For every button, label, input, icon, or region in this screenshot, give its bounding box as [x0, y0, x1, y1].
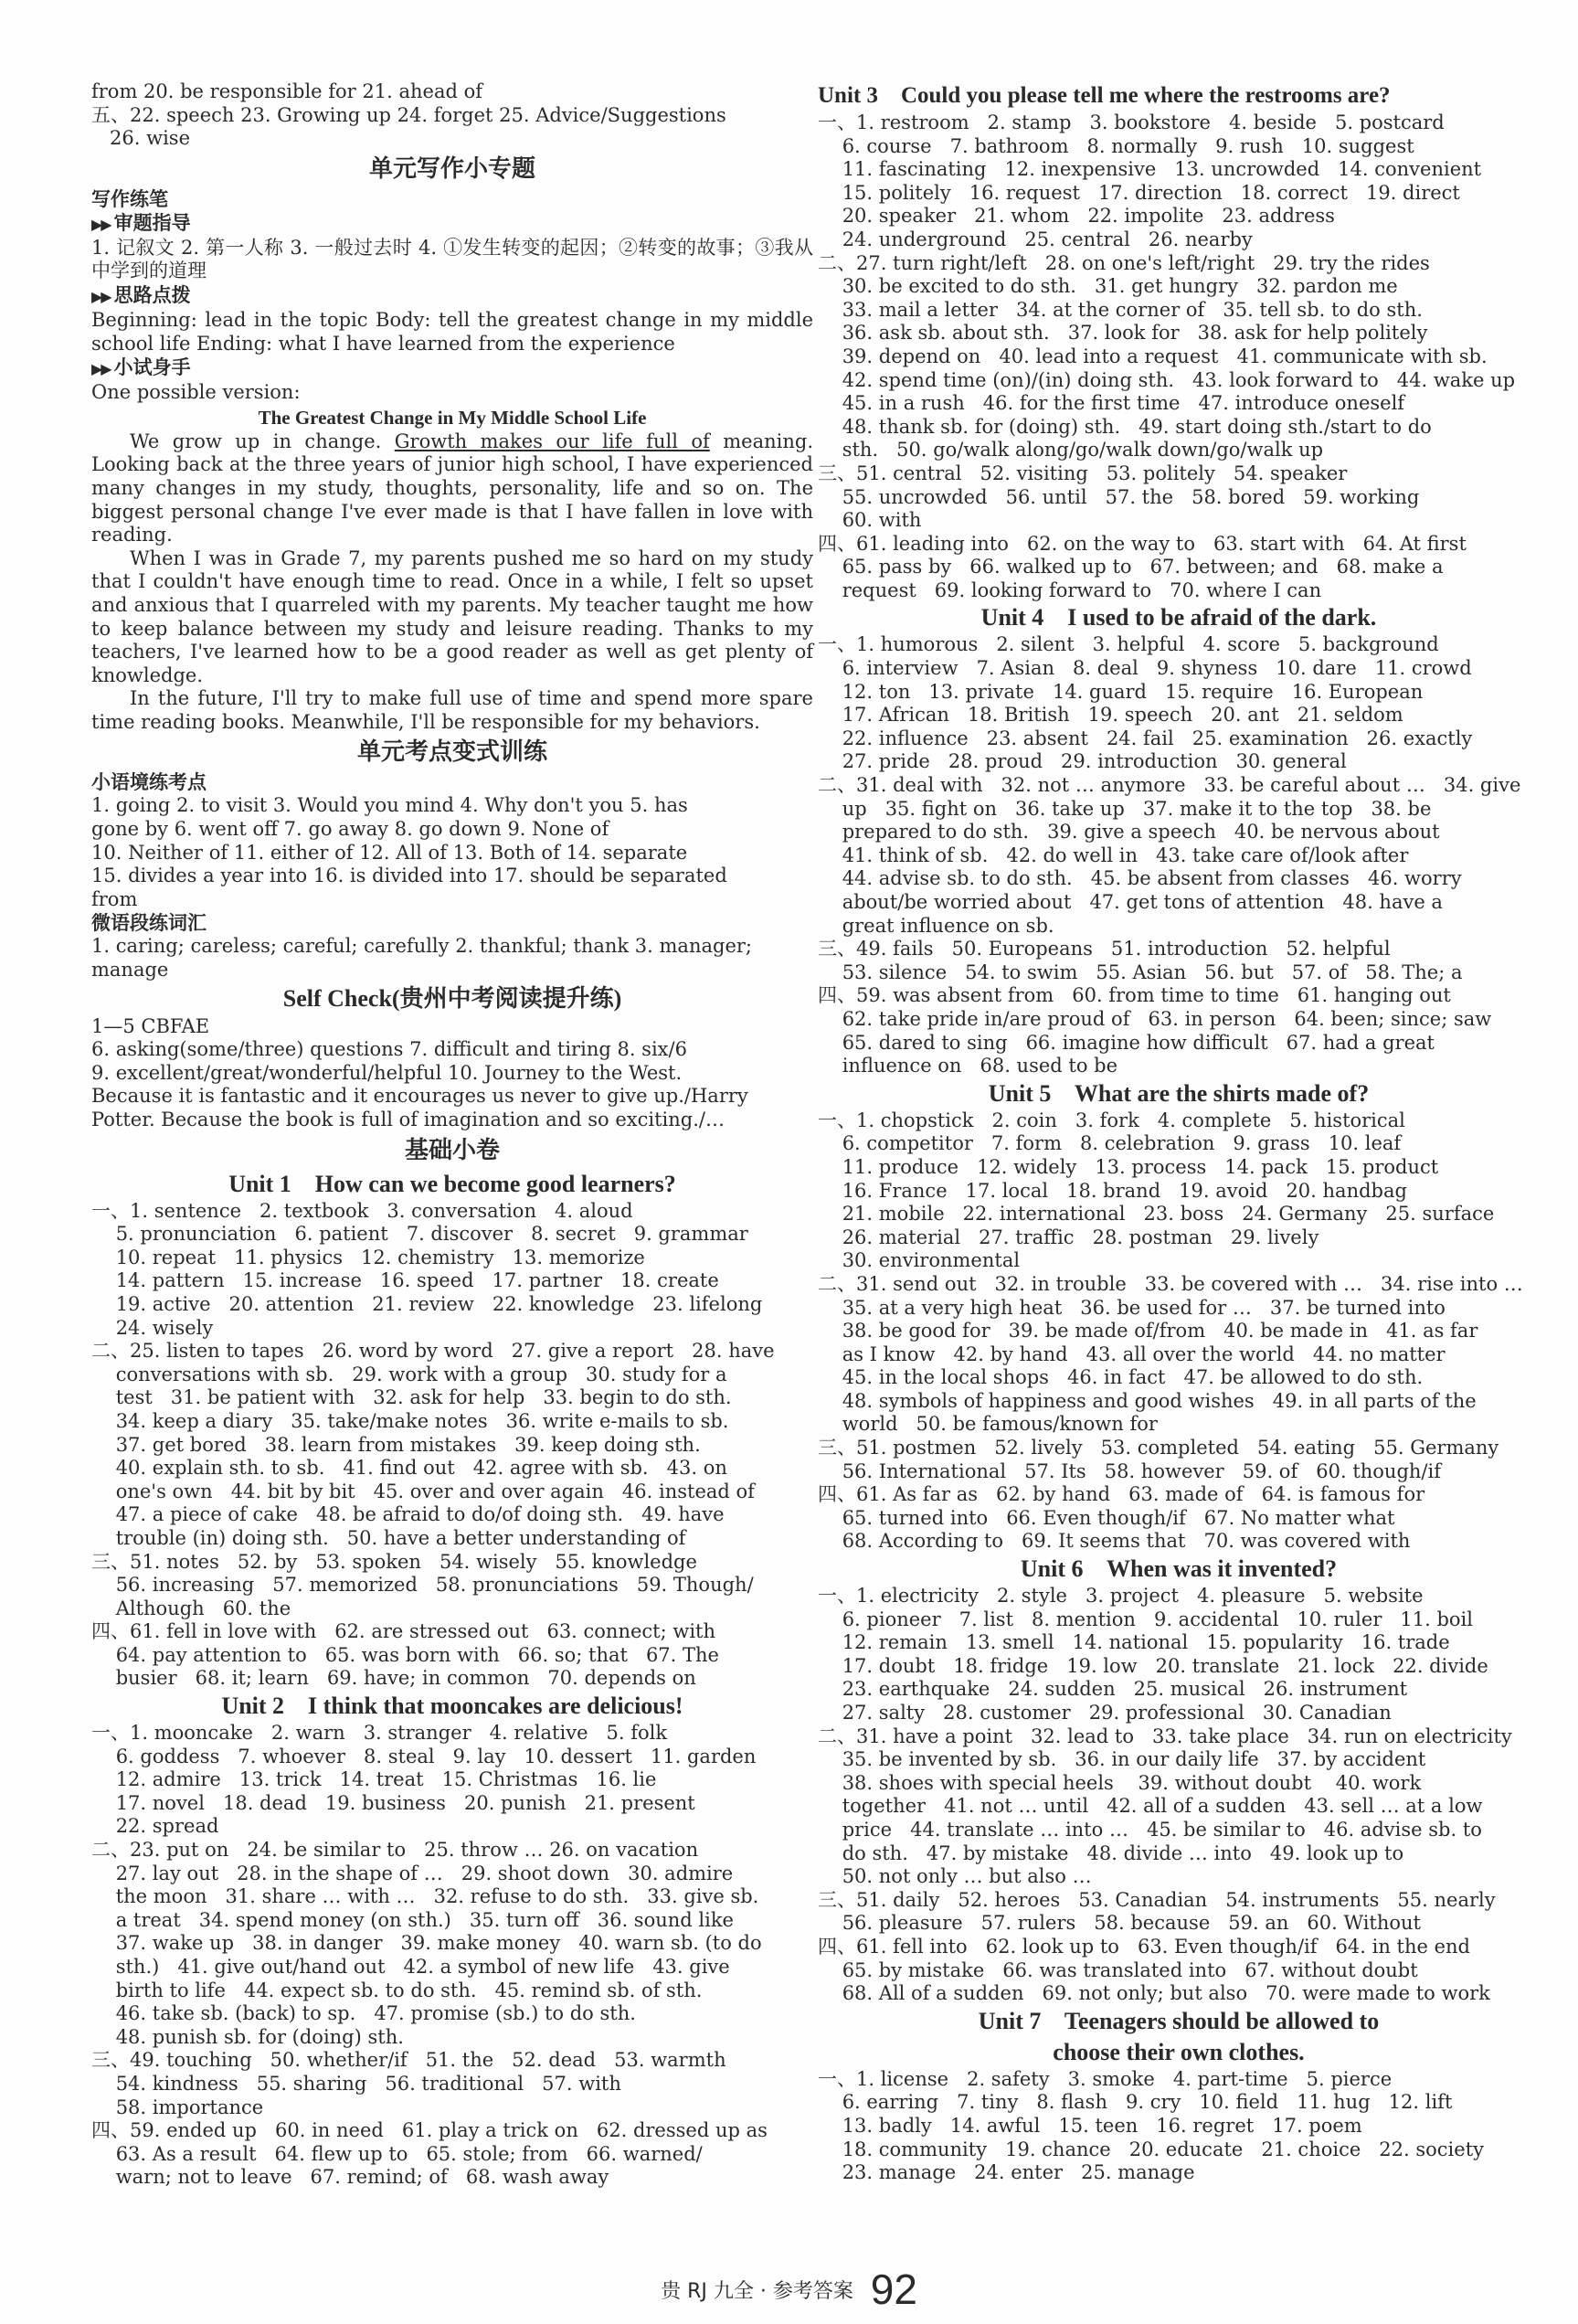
unit6-answers [818, 1585, 1540, 2006]
answer-line: Because it is fantastic and it encourages us never to give up./Harry [91, 1085, 748, 1108]
answer-line: 一、1. humorous 2. silent 3. helpful 4. score 5. background [818, 633, 1439, 656]
answer-line: 22. spread [91, 1815, 219, 1838]
answer-line: manage [91, 959, 169, 982]
answer-line: 56. International 57. Its 58. however 59. of 60. though/if [818, 1459, 1441, 1482]
answer-line: 1. caring; careless; careful; carefully 2. thankful; thank 3. manager; [91, 935, 752, 958]
unit-title: Unit 3 Could you please tell me where the restrooms are? [818, 83, 1391, 108]
unit2-answers [91, 1722, 813, 2190]
answer-line: 二、25. listen to tapes 26. word by word 27. give a report 28. have [91, 1340, 775, 1363]
variant-answers-1 [91, 794, 813, 911]
answer-line: 40. explain sth. to sb. 41. find out 42. agree with sb. 43. on [91, 1457, 727, 1480]
essay-title: The Greatest Change in My Middle School Life [258, 406, 647, 429]
answer-line: 63. As a result 64. flew up to 65. stole; from 66. warned/ [91, 2142, 703, 2165]
essay-paragraph: When I was in Grade 7, my parents pushed me so hard on my study that I couldn't have enough time to read. Once in a while, I felt so upset and anxious that I quarreled with my parents. My teacher taught me how to keep balance between my study and leisure reading. Thanks to my teachers, I've learned how to be a good reader as well as get plenty of knowledge. [91, 547, 813, 686]
answer-line: 26. wise [91, 127, 190, 150]
answer-line: Potter. Because the book is full of imagination and so exciting./… [91, 1109, 725, 1130]
review-text: 1. 记叙文 2. 第一人称 3. 一般过去时 4. ①发生转变的起因；②转变的故事；③我从中学到的道理 [91, 236, 813, 282]
unit5-answers [818, 1109, 1540, 1554]
double-triangle-icon: ▶▶ [91, 360, 111, 378]
answer-line: from 20. be responsible for 21. ahead of [91, 80, 482, 102]
unit1-answers [91, 1200, 813, 1691]
answer-line: 三、49. touching 50. whether/if 51. the 52. dead 53. warmth [91, 2049, 726, 2072]
answer-line: 27. lay out 28. in the shape of … 29. shoot down 30. admire [91, 1862, 734, 1884]
answer-line: 17. doubt 18. fridge 19. low 20. translate 21. lock 22. divide [818, 1654, 1488, 1677]
answer-line: 50. not only … but also … [818, 1865, 1092, 1888]
unit7-answers [818, 2068, 1540, 2185]
answer-line: do sth. 47. by mistake 48. divide … into 49. look up to [818, 1841, 1404, 1864]
writing-section-title: 单元写作小专题 [368, 154, 535, 183]
answer-line: 33. mail a letter 34. at the corner of 35. tell sb. to do sth. [818, 298, 1423, 321]
answer-line: 22. influence 23. absent 24. fail 25. examination 26. exactly [818, 727, 1473, 749]
answer-line: 二、31. have a point 32. lead to 33. take place 34. run on electricity [818, 1724, 1512, 1747]
answer-line: the moon 31. share … with … 32. refuse to do sth. 33. give sb. [91, 1885, 759, 1908]
answer-line: 42. spend time (on)/(in) doing sth. 43. look forward to 44. wake up [818, 368, 1516, 391]
answer-line: 37. wake up 38. in danger 39. make money 40. warn sb. (to do [91, 1932, 762, 1955]
answer-line: from [91, 887, 138, 910]
answer-line: 二、27. turn right/left 28. on one's left/right 29. try the rides [818, 251, 1430, 274]
answer-line: 一、1. restroom 2. stamp 3. bookstore 4. beside 5. postcard [818, 111, 1445, 133]
answer-line: 39. depend on 40. lead into a request 41. communicate with sb. [818, 345, 1488, 367]
answer-line: prepared to do sth. 39. give a speech 40. be nervous about [818, 821, 1440, 844]
answer-line: 二、23. put on 24. be similar to 25. throw … 26. on vacation [91, 1839, 699, 1862]
answer-line: 62. take pride in/are proud of 63. in person 64. been; since; saw [818, 1007, 1492, 1030]
idea-text: Beginning: lead in the topic Body: tell the greatest change in my middle school life Ending: what I have learned from the experience [91, 308, 813, 355]
answer-line: 26. material 27. traffic 28. postman 29. lively [818, 1226, 1319, 1248]
answer-line: 14. pattern 15. increase 16. speed 17. partner 18. create [91, 1269, 719, 1292]
answer-line: 三、51. notes 52. by 53. spoken 54. wisely 55. knowledge [91, 1550, 697, 1573]
answer-line: 一、1. chopstick 2. coin 3. fork 4. complete 5. historical [818, 1109, 1405, 1131]
answer-line: 65. by mistake 66. was translated into 67. without doubt [818, 1958, 1418, 1981]
answer-line: 27. salty 28. customer 29. professional 30. Canadian [818, 1702, 1392, 1724]
answer-line: 二、31. send out 32. in trouble 33. be covered with … 34. rise into … [818, 1272, 1523, 1295]
answer-line: as I know 42. by hand 43. all over the world 44. no matter [818, 1342, 1446, 1365]
answer-line: 6. pioneer 7. list 8. mention 9. accidental 10. ruler 11. boil [818, 1608, 1473, 1630]
answer-line: warn; not to leave 67. remind; of 68. wash away [91, 2166, 609, 2189]
answer-line: 12. remain 13. smell 14. national 15. popularity 16. trade [818, 1631, 1450, 1654]
answer-line: 9. excellent/great/wonderful/helpful 10. Journey to the West. [91, 1061, 683, 1084]
answer-line: 三、51. postmen 52. lively 53. completed 54. eating 55. Germany [818, 1437, 1499, 1459]
answer-line: a treat 34. spend money (on sth.) 35. turn off 36. sound like [91, 1908, 734, 1931]
answer-line: 6. interview 7. Asian 8. deal 9. shyness 10. dare 11. crowd [818, 657, 1472, 680]
answer-line: 13. badly 14. awful 15. teen 16. regret 17. poem [818, 2114, 1362, 2137]
answer-line: 48. thank sb. for (doing) sth. 49. start doing sth./start to do [818, 415, 1432, 438]
answer-line: 17. African 18. British 19. speech 20. ant 21. seldom [818, 704, 1403, 727]
answer-line: request 69. looking forward to 70. where I can [818, 578, 1322, 601]
answer-line: 6. asking(some/three) questions 7. difficult and tiring 8. six/6 [91, 1038, 687, 1061]
answer-line: 1. going 2. to visit 3. Would you mind 4. Why don't you 5. has [91, 794, 688, 817]
answer-line: 16. France 17. local 18. brand 19. avoid 20. handbag [818, 1179, 1407, 1202]
answer-line: 18. community 19. chance 20. educate 21. choice 22. society [818, 2138, 1484, 2160]
variant-subheading: 小语境练考点 [91, 771, 207, 794]
answer-line: 20. speaker 21. whom 22. impolite 23. address [818, 205, 1335, 228]
left-column [91, 80, 813, 2190]
answer-line: 30. be excited to do sth. 31. get hungry 32. pardon me [818, 275, 1398, 298]
answer-line: 30. environmental [818, 1249, 1021, 1272]
page-footer [0, 2265, 1578, 2314]
answer-line: Although 60. the [91, 1597, 291, 1619]
answer-line: 一、1. license 2. safety 3. smoke 4. part-time 5. pierce [818, 2067, 1393, 2090]
answer-line: 6. goddess 7. whoever 8. steal 9. lay 10. dessert 11. garden [91, 1745, 757, 1767]
answer-line: together 41. not … until 42. all of a sudden 43. sell … at a low [818, 1795, 1483, 1818]
answer-line: 11. produce 12. widely 13. process 14. pack 15. product [818, 1155, 1439, 1178]
double-triangle-icon: ▶▶ [91, 287, 111, 305]
unit-title: Unit 4 I used to be afraid of the dark. [980, 604, 1377, 631]
self-check-answers [91, 1015, 813, 1132]
answer-line: busier 68. it; learn 69. have; in common 70. depends on [91, 1667, 696, 1690]
answer-line: 17. novel 18. dead 19. business 20. punish 21. present [91, 1791, 695, 1814]
answer-line: 46. take sb. (back) to sp. 47. promise (sb.) to do sth. [91, 2002, 636, 2025]
answer-line: 27. pride 28. proud 29. introduction 30. general [818, 750, 1347, 773]
answer-line: 三、51. central 52. visiting 53. politely 54. speaker [818, 462, 1348, 484]
answer-line: 24. underground 25. central 26. nearby [818, 228, 1253, 250]
page-number: 92 [870, 2266, 917, 2313]
essay-paragraph: In the future, I'll try to make full use of time and spend more spare time reading books. Meanwhile, I'll be responsible for my behaviors. [91, 687, 813, 733]
answer-line: 53. silence 54. to swim 55. Asian 56. but 57. of 58. The; a [818, 960, 1463, 983]
answer-line: 65. dared to sing 66. imagine how difficult 67. had a great [818, 1031, 1435, 1054]
answer-line: 54. kindness 55. sharing 56. traditional 57. with [91, 2072, 621, 2095]
double-triangle-icon: ▶▶ [91, 215, 111, 233]
answer-line: world 50. be famous/known for [818, 1413, 1158, 1436]
answer-line: one's own 44. bit by bit 45. over and over again 46. instead of [91, 1480, 755, 1502]
answer-line: 15. politely 16. request 17. direction 18. correct 19. direct [818, 181, 1460, 204]
answer-line: 12. ton 13. private 14. guard 15. require 16. European [818, 680, 1424, 703]
unit-title: Unit 1 How can we become good learners? [228, 1170, 676, 1197]
writing-subheading: 写作练笔 [91, 187, 168, 210]
answer-line: 48. punish sb. for (doing) sth. [91, 2025, 404, 2048]
answer-line: 15. divides a year into 16. is divided into 17. should be separated [91, 865, 727, 887]
answer-line: 四、59. was absent from 60. from time to time 61. hanging out [818, 984, 1451, 1007]
answer-line: 四、61. fell in love with 62. are stressed out 63. connect; with [91, 1620, 716, 1643]
unit-title: Unit 5 What are the shirts made of? [988, 1079, 1370, 1107]
answer-line: trouble (in) doing sth. 50. have a better understanding of [91, 1526, 686, 1549]
answer-line: conversations with sb. 29. work with a group 30. study for a [91, 1363, 727, 1385]
answer-line: 19. active 20. attention 21. review 22. knowledge 23. lifelong [91, 1292, 763, 1315]
answer-line: 65. turned into 66. Even though/if 67. No matter what [818, 1506, 1395, 1529]
unit-title: Unit 2 I think that mooncakes are delicious! [221, 1693, 683, 1720]
unit-title: Unit 7 Teenagers should be allowed to [978, 2007, 1380, 2034]
review-heading: ▶▶ 审题指导 [91, 211, 191, 234]
answer-line: up 35. fight on 36. take up 37. make it to the top 38. be [818, 797, 1432, 820]
try-intro: One possible version: [91, 381, 301, 404]
answer-line: 35. be invented by sb. 36. in our daily life 37. by accident [818, 1748, 1426, 1771]
answer-line: 35. at a very high heat 36. be used for … 37. be turned into [818, 1296, 1446, 1319]
answer-line: 36. ask sb. about sth. 37. look for 38. ask for help politely [818, 322, 1428, 345]
footer-text: 贵 RJ 九全 · 参考答案 [661, 2279, 853, 2303]
answer-line: price 44. translate … into … 45. be similar to 46. advise sb. to [818, 1818, 1482, 1841]
variant-subheading: 微语段练词汇 [91, 912, 207, 935]
answer-line: test 31. be patient with 32. ask for help 33. begin to do sth. [91, 1386, 732, 1409]
answer-line: 三、49. fails 50. Europeans 51. introduction 52. helpful [818, 938, 1391, 960]
answer-line: 10. repeat 11. physics 12. chemistry 13. memorize [91, 1246, 645, 1268]
essay-underlined-phrase: Growth makes our life full of [394, 430, 710, 452]
answer-line: 45. in a rush 46. for the first time 47. introduce oneself [818, 392, 1405, 415]
essay-paragraph: We grow up in change. Growth makes our life full of meaning. Looking back at the three years of junior high school, I have experienced many changes in my study, thoughts, personality, life and so on. The biggest personal change I've ever made is that I have fallen in love with reading. [91, 430, 813, 547]
answer-line: 四、61. leading into 62. on the way to 63. start with 64. At first [818, 532, 1467, 555]
answer-line: great influence on sb. [818, 914, 1054, 937]
answer-line: 10. Neither of 11. either of 12. All of 13. Both of 14. separate [91, 841, 688, 864]
answer-line: gone by 6. went off 7. go away 8. go down 9. None of [91, 818, 609, 841]
answer-line: 一、1. electricity 2. style 3. project 4. pleasure 5. website [818, 1585, 1424, 1608]
answer-line: 1—5 CBFAE [91, 1014, 210, 1037]
answer-line: 56. increasing 57. memorized 58. pronunciations 59. Though/ [91, 1574, 754, 1597]
variant-section-title: 单元考点变式训练 [356, 738, 547, 767]
answer-line: influence on 68. used to be [818, 1055, 1118, 1077]
self-check-title: Self Check(贵州中考阅读提升练) [282, 984, 622, 1012]
try-heading: ▶▶ 小试身手 [91, 356, 191, 379]
answer-line: 6. earring 7. tiny 8. flash 9. cry 10. field 11. hug 12. lift [818, 2091, 1453, 2114]
right-column [818, 80, 1540, 2185]
unit-title: choose their own clothes. [1053, 2038, 1305, 2065]
answer-line: 四、61. fell into 62. look up to 63. Even though/if 64. in the end [818, 1935, 1470, 1958]
answer-line: 二、31. deal with 32. not … anymore 33. be careful about … 34. give [818, 774, 1521, 797]
answer-line: 12. admire 13. trick 14. treat 15. Christmas 16. lie [91, 1768, 657, 1791]
answer-line: 一、1. mooncake 2. warn 3. stranger 4. relative 5. folk [91, 1722, 668, 1745]
answer-line: sth. 50. go/walk along/go/walk down/go/walk up [818, 439, 1324, 462]
answer-line: 37. get bored 38. learn from mistakes 39. keep doing sth. [91, 1433, 701, 1456]
answer-line: 四、61. As far as 62. by hand 63. made of 64. is famous for [818, 1483, 1425, 1506]
answer-line: 三、51. daily 52. heroes 53. Canadian 54. instruments 55. nearly [818, 1888, 1496, 1911]
answer-line: 48. symbols of happiness and good wishes 49. in all parts of the [818, 1389, 1477, 1412]
answer-line: 65. pass by 66. walked up to 67. between; and 68. make a [818, 556, 1444, 578]
answer-line: 11. fascinating 12. inexpensive 13. uncrowded 14. convenient [818, 158, 1482, 181]
answer-line: 21. mobile 22. international 23. boss 24. Germany 25. surface [818, 1203, 1495, 1226]
answer-line: 24. wisely [91, 1316, 214, 1339]
answer-line: 23. manage 24. enter 25. manage [818, 2161, 1195, 2184]
answer-line: sth.) 41. give out/hand out 42. a symbol of new life 43. give [91, 1956, 730, 1978]
answer-line: 68. All of a sudden 69. not only; but also 70. were made to work [818, 1982, 1490, 2005]
idea-heading: ▶▶ 思路点拨 [91, 283, 191, 306]
unit4-answers [818, 633, 1540, 1077]
answer-line: 56. pleasure 57. rulers 58. because 59. an 60. Without [818, 1912, 1421, 1935]
answer-line: 60. with [818, 509, 922, 532]
answer-line: 34. keep a diary 35. take/make notes 36. write e-mails to sb. [91, 1409, 729, 1432]
answer-line: 45. in the local shops 46. in fact 47. be allowed to do sth. [818, 1366, 1424, 1389]
unit3-answers [818, 111, 1540, 602]
answer-line: 47. a piece of cake 48. be afraid to do/of doing sth. 49. have [91, 1503, 725, 1526]
answer-line: 一、1. sentence 2. textbook 3. conversation 4. aloud [91, 1199, 633, 1222]
answer-line: 5. pronunciation 6. patient 7. discover 8. secret 9. grammar [91, 1223, 748, 1246]
answer-line: 23. earthquake 24. sudden 25. musical 26. instrument [818, 1678, 1408, 1701]
basic-quiz-title: 基础小卷 [404, 1136, 500, 1164]
answer-line: 41. think of sb. 42. do well in 43. take care of/look after [818, 844, 1409, 866]
answer-line: 6. course 7. bathroom 8. normally 9. rush 10. suggest [818, 134, 1414, 157]
answer-line: about/be worried about 47. get tons of attention 48. have a [818, 891, 1443, 913]
answer-line: 6. competitor 7. form 8. celebration 9. grass 10. leaf [818, 1132, 1402, 1155]
unit-title: Unit 6 When was it invented? [1020, 1555, 1338, 1583]
answer-line: 38. be good for 39. be made of/from 40. be made in 41. as far [818, 1320, 1478, 1342]
variant-answers-2 [91, 935, 813, 982]
answer-line: 58. importance [91, 2096, 264, 2118]
answer-line: 64. pay attention to 65. was born with 66. so; that 67. The [91, 1643, 719, 1666]
answer-line: 五、22. speech 23. Growing up 24. forget 25. Advice/Suggestions [91, 103, 726, 126]
answer-line: 55. uncrowded 56. until 57. the 58. bored 59. working [818, 485, 1420, 508]
answer-line: 68. According to 69. It seems that 70. was covered with [818, 1530, 1411, 1553]
answer-line: 38. shoes with special heels 39. without doubt 40. work [818, 1771, 1422, 1794]
answer-line: 44. advise sb. to do sth. 45. be absent from classes 46. worry [818, 867, 1462, 890]
answer-line: birth to life 44. expect sb. to do sth. 45. remind sb. of sth. [91, 1979, 703, 2001]
answer-line: 四、59. ended up 60. in need 61. play a trick on 62. dressed up as [91, 2119, 768, 2142]
